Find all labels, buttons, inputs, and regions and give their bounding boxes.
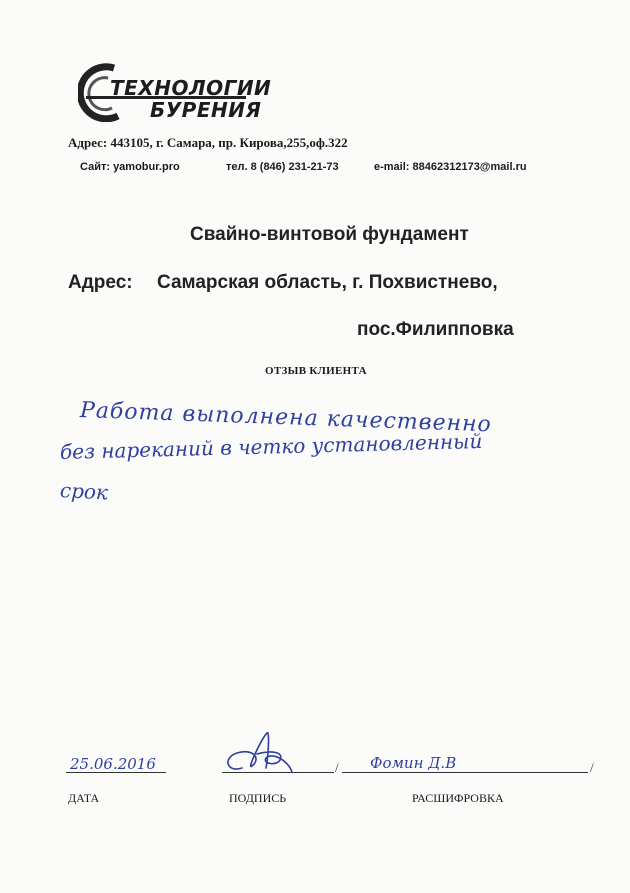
- decode-underline: [342, 772, 588, 773]
- object-address-label: Адрес:: [68, 272, 133, 293]
- document-title: Свайно-винтовой фундамент: [190, 224, 469, 245]
- object-address-value-2: пос.Филипповка: [357, 319, 514, 340]
- decode-slash-left: /: [335, 760, 339, 775]
- decode-label: РАСШИФРОВКА: [412, 791, 504, 805]
- object-address-value: Самарская область, г. Похвистнево,: [157, 272, 498, 293]
- company-site: Сайт: yamobur.pro: [80, 161, 180, 173]
- signature-scribble-icon: [222, 728, 302, 778]
- client-signature: [222, 728, 302, 783]
- company-email: e-mail: 88462312173@mail.ru: [374, 161, 527, 173]
- logo-line-2: БУРЕНИЯ: [150, 98, 262, 122]
- decode-slash-right: /: [590, 760, 594, 775]
- logo-line-1: ТЕХНОЛОГИИ: [110, 76, 272, 100]
- signature-label: ПОДПИСЬ: [229, 791, 287, 805]
- handwritten-review-line-2: без нареканий в четко установленный: [59, 428, 483, 464]
- review-heading: ОТЗЫВ КЛИЕНТА: [265, 365, 367, 377]
- handwritten-review-line-3: срок: [59, 478, 109, 505]
- handwritten-date: 25.06.2016: [70, 755, 156, 773]
- date-label: ДАТА: [68, 791, 100, 805]
- handwritten-name: Фомин Д.В: [370, 754, 457, 772]
- company-address: Адрес: 443105, г. Самара, пр. Кирова,255,оф.322: [68, 135, 348, 150]
- handwritten-review-line-1: Работа выполнена качественно: [79, 398, 493, 438]
- company-phone: тел. 8 (846) 231-21-73: [226, 161, 339, 173]
